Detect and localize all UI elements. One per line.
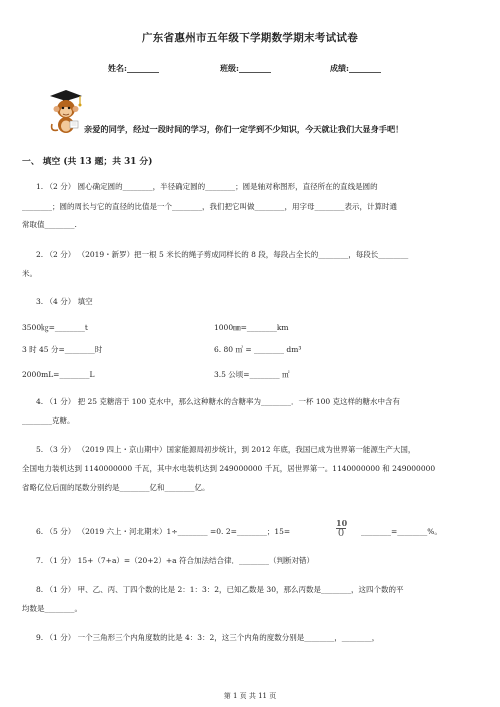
question-5-line-3: 省略亿位后面的尾数分别约是________亿和________亿。 [22,483,210,492]
question-3-item-e: 2000mL=________L [22,370,95,379]
question-3-item-f: 3.5 公顷=________ ㎡ [214,370,290,379]
section-heading-fill-in: 一、 填空 (共 13 题；共 31 分) [22,157,153,167]
question-3-heading: 3. （4 分） 填空 [36,297,93,306]
welcome-message: 亲爱的同学，经过一段时间的学习，你们一定学到不少知识，今天就让我们大显身手吧！ [84,124,404,134]
question-1-line-3: 常取值________. [22,220,77,229]
question-9-line-1: 9. （1 分） 一个三角形三个内角度数的比是 4：3：2，这三个内角的度数分别是________，________， [36,633,380,642]
question-6-fraction [336,519,346,538]
question-4-line-2: ________克糖。 [22,416,75,425]
name-field-label: 姓名:________ [108,63,159,73]
question-1-line-2: ________；圆的周长与它的直径的比值是一个________，我们把它叫做________，用字母________表示，计算时通 [22,202,397,211]
monkey-mascot-icon [42,88,86,136]
question-8-line-2: 均数是________。 [22,604,82,613]
question-4-line-1: 4. （1 分） 把 25 克糖溶于 100 克水中，那么这种糖水的含糖率为________．一杯 100 克这样的糖水中含有 [36,397,401,406]
score-field-label: 成绩:________ [330,63,381,73]
page-footer: 第 1 页 共 11 页 [223,692,277,700]
question-3-item-c: 3 时 45 分=________时 [22,345,103,354]
question-3-item-a: 3500㎏=________t [22,323,88,332]
question-6-tail: ________=________%。 [361,527,442,536]
question-8-line-1: 8. （1 分） 甲、乙、丙、丁四个数的比是 2：1：3：2，已知乙数是 30，那么丙数是________，这四个数的平 [36,585,404,594]
page-title: 广东省惠州市五年级下学期数学期末考试试卷 [142,32,358,44]
question-5-line-2: 全国电力装机达到 1140000000 千瓦，其中水电装机达到 249000000 千瓦，居世界第一。1140000000 和 249000000 [22,464,436,473]
fraction-denominator: 0 [337,528,345,539]
question-1-line-1: 1. （2 分） 圆心确定圆的________，半径确定圆的________；圆是轴对称图形，直径所在的直线是圆的 [36,182,378,191]
question-5-line-1: 5. （3 分） （2019 四上・京山期中）国家能源局初步统计，到 2012 年底，我国已成为世界第一能源生产大国， [36,445,416,454]
question-7-line-1: 7. （1 分） 15+（7+a）=（20+2）+a 符合加法结合律．________（判断对错） [36,556,314,565]
question-3-item-d: 6. 80 ㎥ = ________ dm³ [214,345,302,354]
fraction-numerator: 10 [336,518,348,528]
question-6-main: 6. （5 分） （2019 六上・河北期末）1÷________ =0. 2=________；15= [36,527,291,536]
question-3-item-b: 1000㎜=________km [214,323,289,332]
class-field-label: 班级:________ [220,63,271,73]
question-2-line-1: 2. （2 分） （2019・新罗）把一根 5 米长的绳子剪成同样长的 8 段，每段占全长的________，每段长________ [36,250,409,259]
question-2-line-2: 米。 [22,269,37,278]
